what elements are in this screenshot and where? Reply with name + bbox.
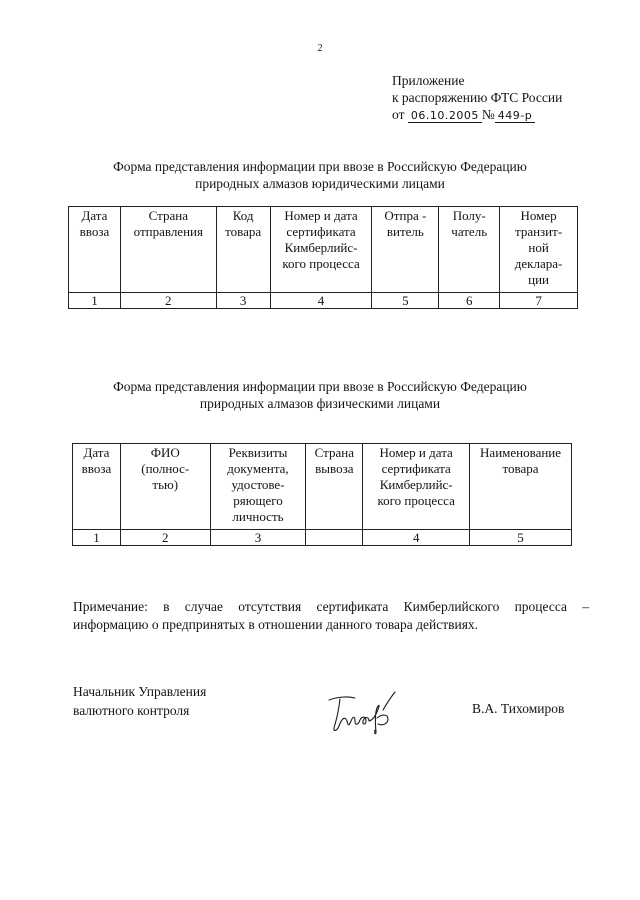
form1-column-number: 7 [500,293,578,309]
form1-title [0,158,640,192]
appendix-header [392,72,562,123]
form1-header-cell: Код товара [216,207,270,293]
form2-header-cell: ФИО (полнос- тью) [120,444,210,530]
form2-column-number: 1 [73,530,121,546]
page-number: 2 [317,43,323,54]
form1-column-number: 5 [372,293,439,309]
form2-table [72,443,572,546]
form1-column-number: 3 [216,293,270,309]
signer-name: В.А. Тихомиров [472,701,565,716]
form1-header-cell: Полу- чатель [439,207,500,293]
form2-column-number: 2 [120,530,210,546]
form2-header-cell: Наименование товара [470,444,572,530]
appendix-title: Приложение [392,73,465,88]
form1-column-number: 1 [69,293,121,309]
order-number: 449-р [495,110,535,123]
handwritten-signature [325,688,405,738]
date-prefix: от [392,107,405,122]
signer-position-line1: Начальник Управления [73,684,207,699]
form1-column-number: 2 [120,293,216,309]
signer-position [73,682,206,720]
note-line1: Примечание: в случае отсутствия сертификата Кимберлийского процесса – [73,599,589,614]
form1-header-cell: Дата ввоза [69,207,121,293]
form1-column-number: 4 [270,293,372,309]
form2-header-cell: Реквизиты документа, удостове- ряющего личность [210,444,306,530]
appendix-reference: к распоряжению ФТС России [392,90,563,105]
form1-table [68,206,578,309]
form2-title [0,378,640,412]
form2-column-number: 5 [470,530,572,546]
form2-header-cell: Номер и дата сертификата Кимберлийс- кого процесса [363,444,470,530]
note [73,598,589,634]
number-prefix: № [481,107,495,122]
form1-header-cell: Отпра - витель [372,207,439,293]
form1-header-cell: Страна отправления [120,207,216,293]
appendix-date-line [392,106,562,123]
order-date: 06.10.2005 [408,110,482,123]
form1-title-line2: природных алмазов юридическими лицами [195,176,445,191]
form2-title-line2: природных алмазов физическими лицами [199,396,441,411]
form2-header-cell: Страна вывоза [306,444,363,530]
form1-column-number: 6 [439,293,500,309]
form2-header-row [73,444,572,530]
form2-title-line1: Форма представления информации при ввозе в Российскую Федерацию [113,379,527,394]
note-line2: информацию о предпринятых в отношении данного товара действиях. [73,617,479,632]
signer-position-line2: валютного контроля [73,703,190,718]
form1-header-cell: Номер и дата сертификата Кимберлийс- кого процесса [270,207,372,293]
form1-number-row [69,293,578,309]
form2-header-cell: Дата ввоза [73,444,121,530]
form2-column-number: 4 [363,530,470,546]
form1-header-row [69,207,578,293]
form1-title-line1: Форма представления информации при ввозе в Российскую Федерацию [113,159,527,174]
form2-column-number: 3 [210,530,306,546]
form2-number-row [73,530,572,546]
form1-header-cell: Номер транзит- ной деклара- ции [500,207,578,293]
form2-column-number [306,530,363,546]
